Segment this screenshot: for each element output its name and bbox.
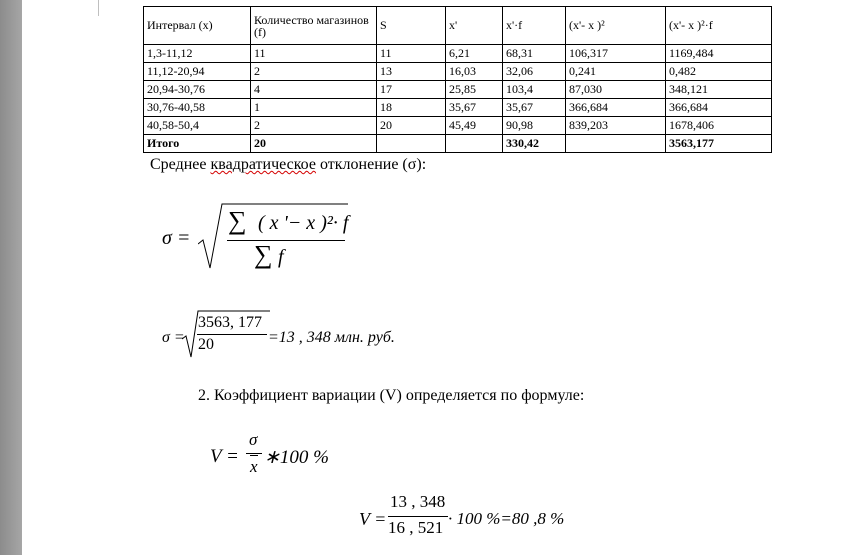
- cell-x-prime: 35,67: [446, 99, 503, 117]
- formula4-numerator: 13 , 348: [390, 492, 446, 511]
- formula1-lhs: σ =: [162, 227, 191, 249]
- cell-interval: 30,76-40,58: [144, 99, 251, 117]
- sigma-heading-part3: отклонение (σ):: [315, 156, 427, 173]
- sigma-heading: [150, 156, 426, 174]
- sigma-heading-spellcheck-word: квадратическое: [210, 156, 316, 173]
- formula2-denominator: 20: [198, 336, 214, 353]
- cell-count: 4: [251, 81, 377, 99]
- cell-count: 1: [251, 99, 377, 117]
- total-x-prime-f: 330,42: [503, 135, 566, 153]
- formula1-numerator: ( x '− x )²· f: [258, 212, 349, 234]
- formula2-fraction-bar: [197, 334, 267, 335]
- document-page: [22, 0, 861, 555]
- table-header-row: [144, 7, 772, 45]
- cell-s: 11: [377, 45, 446, 63]
- formula3-denominator: x: [250, 457, 258, 476]
- formula2-numerator: 3563, 177: [198, 314, 262, 331]
- cell-x-prime-f: 68,31: [503, 45, 566, 63]
- formula3-rhs: ∗100 %: [264, 447, 329, 468]
- cell-x-prime: 25,85: [446, 81, 503, 99]
- formula1-denominator: f: [278, 246, 284, 268]
- cell-s: 20: [377, 117, 446, 135]
- coefficient-heading: 2. Коэффициент вариации (V) определяется по формуле:: [198, 387, 585, 404]
- total-deviation-f: 3563,177: [666, 135, 772, 153]
- formula4-fraction-bar: [388, 516, 448, 517]
- cell-interval: 1,3-11,12: [144, 45, 251, 63]
- header-deviation-squared-f: (x'- x )²·f: [666, 7, 772, 45]
- cell-deviation-squared-f: 1169,484: [666, 45, 772, 63]
- formula3-lhs: V =: [210, 446, 239, 467]
- cell-x-prime: 45,49: [446, 117, 503, 135]
- formula4-denominator: 16 , 521: [388, 518, 444, 537]
- window-background: [0, 0, 22, 555]
- frequency-table: [143, 6, 772, 153]
- header-interval: Интервал (x): [144, 7, 251, 45]
- header-store-count: Количество магазинов (f): [251, 7, 377, 45]
- table-row: [144, 81, 772, 99]
- total-deviation: [566, 135, 666, 153]
- cell-s: 13: [377, 63, 446, 81]
- cell-x-prime: 6,21: [446, 45, 503, 63]
- table-total-row: [144, 135, 772, 153]
- total-x-prime: [446, 135, 503, 153]
- cell-x-prime-f: 32,06: [503, 63, 566, 81]
- cell-deviation-squared-f: 1678,406: [666, 117, 772, 135]
- header-x-prime-f: x'·f: [503, 7, 566, 45]
- cell-s: 18: [377, 99, 446, 117]
- cell-deviation-squared: 87,030: [566, 81, 666, 99]
- formula3-fraction-bar: [246, 453, 262, 454]
- header-deviation-squared: (x'- x )²: [566, 7, 666, 45]
- formula1-sum-denominator: ∑: [254, 240, 273, 269]
- cell-count: 11: [251, 45, 377, 63]
- cell-deviation-squared: 106,317: [566, 45, 666, 63]
- cell-interval: 11,12-20,94: [144, 63, 251, 81]
- formula3-numerator: σ: [249, 430, 258, 449]
- cell-x-prime-f: 90,98: [503, 117, 566, 135]
- cell-x-prime-f: 35,67: [503, 99, 566, 117]
- table-row: [144, 45, 772, 63]
- cell-interval: 40,58-50,4: [144, 117, 251, 135]
- cell-x-prime: 16,03: [446, 63, 503, 81]
- cell-deviation-squared: 366,684: [566, 99, 666, 117]
- cell-count: 2: [251, 117, 377, 135]
- cell-deviation-squared-f: 0,482: [666, 63, 772, 81]
- cell-s: 17: [377, 81, 446, 99]
- cell-interval: 20,94-30,76: [144, 81, 251, 99]
- margin-marker: [98, 0, 99, 16]
- cell-deviation-squared-f: 348,121: [666, 81, 772, 99]
- cell-count: 2: [251, 63, 377, 81]
- table-row: [144, 63, 772, 81]
- table-row: [144, 99, 772, 117]
- cell-deviation-squared: 0,241: [566, 63, 666, 81]
- table-row: [144, 117, 772, 135]
- total-s: [377, 135, 446, 153]
- formula4-rhs: · 100 %=80 ,8 %: [448, 509, 565, 528]
- formula2-lhs: σ =: [162, 329, 185, 346]
- formula1-fraction-bar: [227, 240, 345, 241]
- cell-deviation-squared-f: 366,684: [666, 99, 772, 117]
- formula4-lhs: V =: [359, 509, 387, 529]
- sigma-heading-part1: Среднее: [150, 156, 211, 173]
- formula2-rhs: =13 , 348 млн. руб.: [268, 329, 395, 346]
- total-count: 20: [251, 135, 377, 153]
- total-label: Итого: [144, 135, 251, 153]
- header-s: S: [377, 7, 446, 45]
- header-x-prime: x': [446, 7, 503, 45]
- cell-x-prime-f: 103,4: [503, 81, 566, 99]
- formula1-sum-numerator: ∑: [228, 206, 247, 235]
- cell-deviation-squared: 839,203: [566, 117, 666, 135]
